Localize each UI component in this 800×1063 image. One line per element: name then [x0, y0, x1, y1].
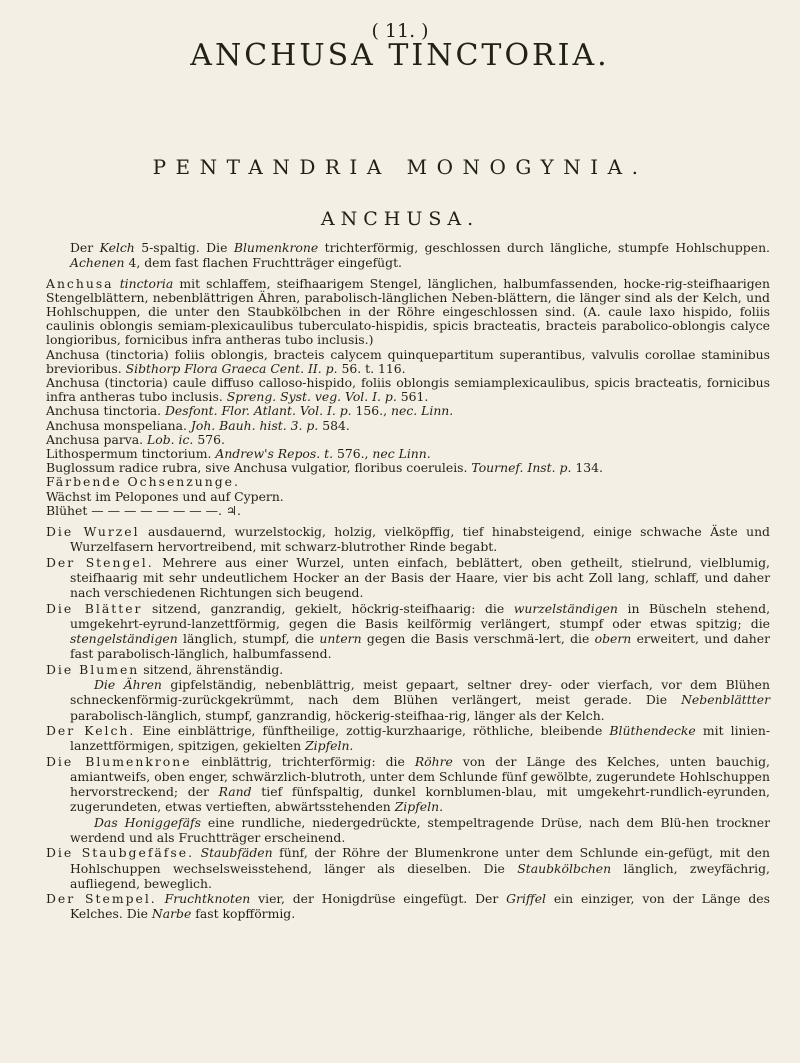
section-flowers: Die Blumen sitzend, ährenständig.	[46, 661, 284, 677]
section-leaves: Die Blätter sitzend, ganzrandig, gekielt, höckrig-steifhaarig: die wurzelständigen in Büscheln stehend, umgekehrt-eyrund-lanzettförmig, gegen die Basis keilförmig verlängert, stumpf oder etwas spitzig; die stengelständigen länglich, stumpf, die untern gegen die Basis verschmä-lert, die obern erweitert, und daher fast parabolisch-länglich, halbumfassend.	[46, 600, 771, 662]
section-stamens: Die Staubgefäfse. Staubfäden fünf, der Röhre der Blumenkrone unter dem Schlunde ein-gefügt, mit den Hohlschuppen wechselsweisstehend, länger als dieselben. Die Staubkölbchen länglich, zweyfächrig, aufliegend, beweglich.	[46, 845, 770, 891]
vernacular-name: Färbende Ochsenzunge.	[46, 474, 240, 490]
habitat: Wächst im Pelopones und auf Cypern.	[46, 488, 284, 504]
synonym-bauhin: Anchusa monspeliana. Joh. Bauh. hist. 3. p. 584.	[46, 417, 350, 433]
section-calyx: Der Kelch. Eine einblättrige, fünftheilige, zottig-kurzhaarige, röthliche, bleibende Blüthendecke mit linien-lanzettförmigen, spitzigen, gekielten Zipfeln.	[46, 722, 770, 754]
linnaean-class: PENTANDRIA MONOGYNIA.	[152, 155, 648, 179]
section-spikes: Die Ähren gipfelständig, nebenblättrig, meist gepaart, seltner drey- oder vierfach, vor dem Blühen schneckenförmig-zurückgekrümmt, nach dem Blühen verlängert, meist gerade. Die Nebenblättter parabolisch-länglich, stumpf, ganzrandig, höckerig-steifhaa-rig, länger als der Kelch.	[70, 677, 770, 723]
section-stem: Der Stengel. Mehrere aus einer Wurzel, unten einfach, beblättert, oben getheilt, stielrund, vielblumig, steifhaarig mit sehr undeutlichem Hocker an der Basis der Haare, vier bis acht Zoll lang, schlaff, und daher nach verschiedenen Richtungen sich beugend.	[46, 554, 770, 601]
section-corolla: Die Blumenkrone einblättrig, trichterförmig: die Röhre von der Länge des Kelches, unten bauchig, amiantweifs, oben enger, schwärzlich-blutroth, unter dem Schlunde fünf gewölbte, zugerundete Hohlschuppen hervorstreckend; der Rand tief fünfspaltig, dunkel kornblumen-blau, mit umgekehrt-rundlich-eyrunden, zugerundeten, etwas vertieften, abwärtsstehenden Zipfeln.	[46, 753, 770, 815]
description-body	[46, 240, 770, 922]
section-root: Die Wurzel ausdauernd, wurzelstockig, holzig, vielköpffig, tief hinabsteigend, einige schwache Äste und Wurzelfasern hervortreibend, mit schwarz-blutrother Rinde begabt.	[46, 524, 770, 555]
section-pistil: Der Stempel. Fruchtknoten vier, der Honigdrüse eingefügt. Der Griffel ein einziger, von der Länge des Kelches. Die Narbe fast kopfförmig.	[46, 891, 770, 922]
page-number: ( 11. )	[371, 20, 429, 42]
synonym-sprengel: Anchusa (tinctoria) caule diffuso calloso-hispido, foliis oblongis semiamplexicaulibus, spicis bracteatis, fornicibus infra antheras tubo inclusis. Spreng. Syst. veg. Vol. I. p. 561.	[46, 375, 770, 405]
generic-character: Der Kelch 5-spaltig. Die Blumenkrone trichterförmig, geschlossen durch längliche, stumpfe Hohlschuppen. Achenen 4, dem fast flachen Fruchtträger eingefügt.	[70, 240, 770, 271]
specific-diagnosis: Anchusa tinctoria mit schlaffem, steifhaarigem Stengel, länglichen, halbumfassenden, hocke-rig-steifhaarigen Stengelblättern, nebenblättrigen Ähren, parabolisch-länglichen Neben-blättern, die länger sind als der Kelch, und Hohlschuppen, die unter den Staubkölbchen in der Röhre eingeschlossen sind. (A. caule laxo hispido, foliis caulinis oblongis semiam-plexicaulibus tuberculato-hispidis, spicis bracteatis, bracteis parabolico-oblongis calyce longioribus, fornicibus infra antheras tubo inclusis.)	[46, 275, 770, 348]
synonym-lobel: Anchusa parva. Lob. ic. 576.	[46, 431, 225, 447]
synonym-andrews: Lithospermum tinctorium. Andrew's Repos. t. 576., nec Linn.	[46, 446, 431, 462]
synonym-tournefort: Buglossum radice rubra, sive Anchusa vulgatior, floribus coeruleis. Tournef. Inst. p. 134.	[46, 460, 603, 476]
section-nectary: Das Honiggefäfs eine rundliche, niedergedrückte, stempeltragende Drüse, nach dem Blü-hen trockner werdend und als Fruchtträger erscheinend.	[70, 814, 770, 845]
plant-title: ANCHUSA TINCTORIA.	[190, 38, 610, 73]
genus-heading: ANCHUSA.	[320, 208, 480, 230]
synonym-sibthorp: Anchusa (tinctoria) foliis oblongis, bracteis calycem quinquepartitum superantibus, valvulis corollae staminibus brevioribus. Sibthorp Flora Graeca Cent. II. p. 56. t. 116.	[46, 346, 770, 376]
synonym-desfontaines: Anchusa tinctoria. Desfont. Flor. Atlant. Vol. I. p. 156., nec. Linn.	[46, 403, 454, 419]
flowering-time: Blühet — — — — — — — —. ♃.	[46, 502, 241, 518]
